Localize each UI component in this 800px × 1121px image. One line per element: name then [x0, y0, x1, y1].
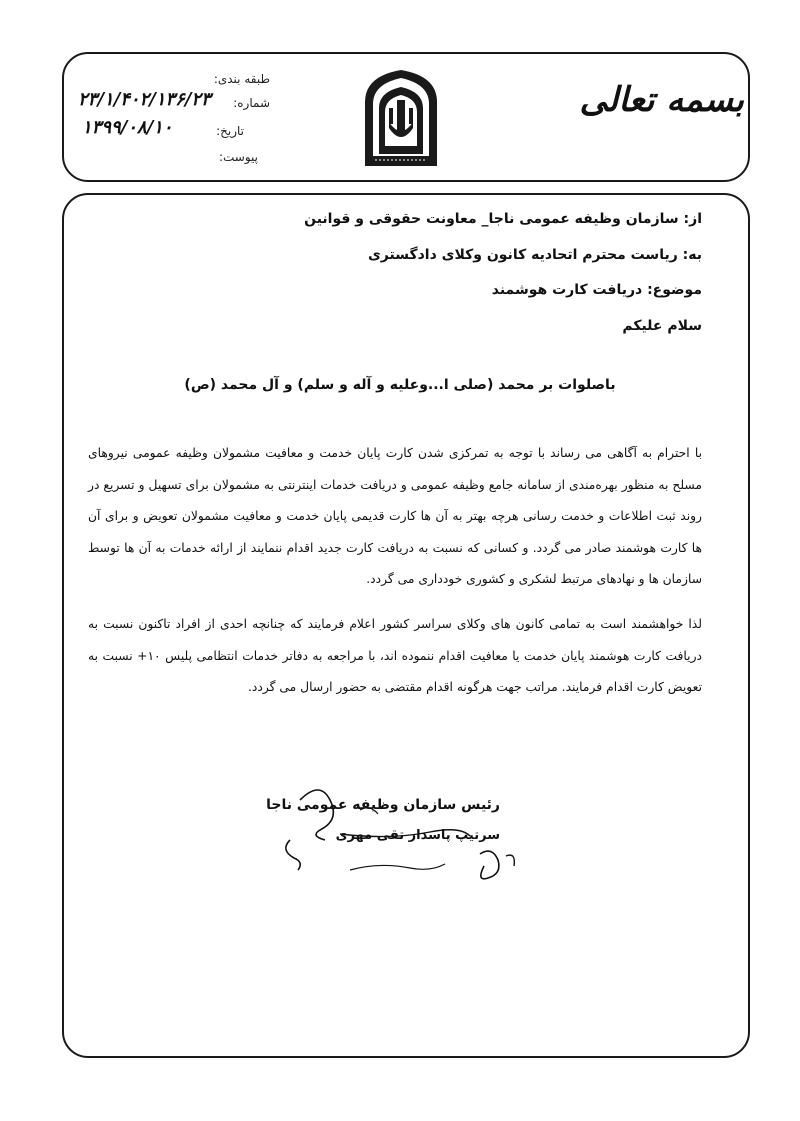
body-paragraph-1: با احترام به آگاهی می رساند با توجه به تمرکزی شدن کارت پایان خدمت و معافیت مشمولان وظیفه عمومی نیروهای مسلح به منظور بهره‌مندی از سامانه جامع وظیفه عمومی و دریافت خدمات اینترنتی به مشمولان برای تسهیل و تسریع در روند ثبت اطلاعات و خدمت رسانی هرچه بهتر به آن ها کارت قدیمی پایان خدمت و معافیت مشمولان تعویض و برای آن ها کارت هوشمند صادر می گردد. و کسانی که نسبت به دریافت کارت جدید اقدام ننمایند از ارائه خدمات به آن ها توسط سازمان ها و نهادهای مرتبط لشکری و کشوری خودداری می گردد.: [88, 446, 702, 586]
salawat-line: باصلوات بر محمد (صلی ا...وعلیه و آله و سلم) و آل محمد (ص): [184, 377, 616, 393]
attachment-label: پیوست:: [218, 150, 258, 164]
basmala-heading: بسمه تعالی: [579, 80, 744, 120]
classification-label: طبقه بندی:: [213, 72, 270, 86]
police-emblem-icon: [359, 66, 443, 170]
signature-name: سرتیپ پاسدار تقی مهری: [335, 828, 500, 843]
subject-line: موضوع: دریافت کارت هوشمند: [491, 282, 702, 298]
greeting-line: سلام علیکم: [622, 318, 702, 334]
signature-title: رئیس سازمان وظیفه عمومی ناجا: [266, 797, 500, 813]
date-label: تاریخ:: [216, 124, 244, 138]
date-value: ۱۳۹۹/۰۸/۱۰: [82, 117, 173, 138]
number-label: شماره:: [233, 96, 270, 110]
body-paragraph-2: لذا خواهشمند است به تمامی کانون های وکلای سراسر کشور اعلام فرمایند که چنانچه احدی از افراد تاکنون نسبت به دریافت کارت هوشمند پایان خدمت یا معافیت اقدام ننموده اند، با مراجعه به دفاتر خدمات انتظامی پلیس ۱۰+ نسبت به تعویض کارت اقدام فرمایند. مراتب جهت هرگونه اقدام مقتضی به حضور ارسال می گردد.: [88, 617, 702, 694]
from-line: از: سازمان وظیفه عمومی ناجا_ معاونت حقوقی و قوانین: [304, 211, 702, 227]
to-line: به: ریاست محترم اتحادیه کانون وکلای دادگستری: [367, 247, 702, 263]
handwritten-signature-icon: [270, 770, 530, 900]
number-value: ۲۳/۱/۴۰۲/۱۳۶/۲۳: [78, 89, 211, 110]
